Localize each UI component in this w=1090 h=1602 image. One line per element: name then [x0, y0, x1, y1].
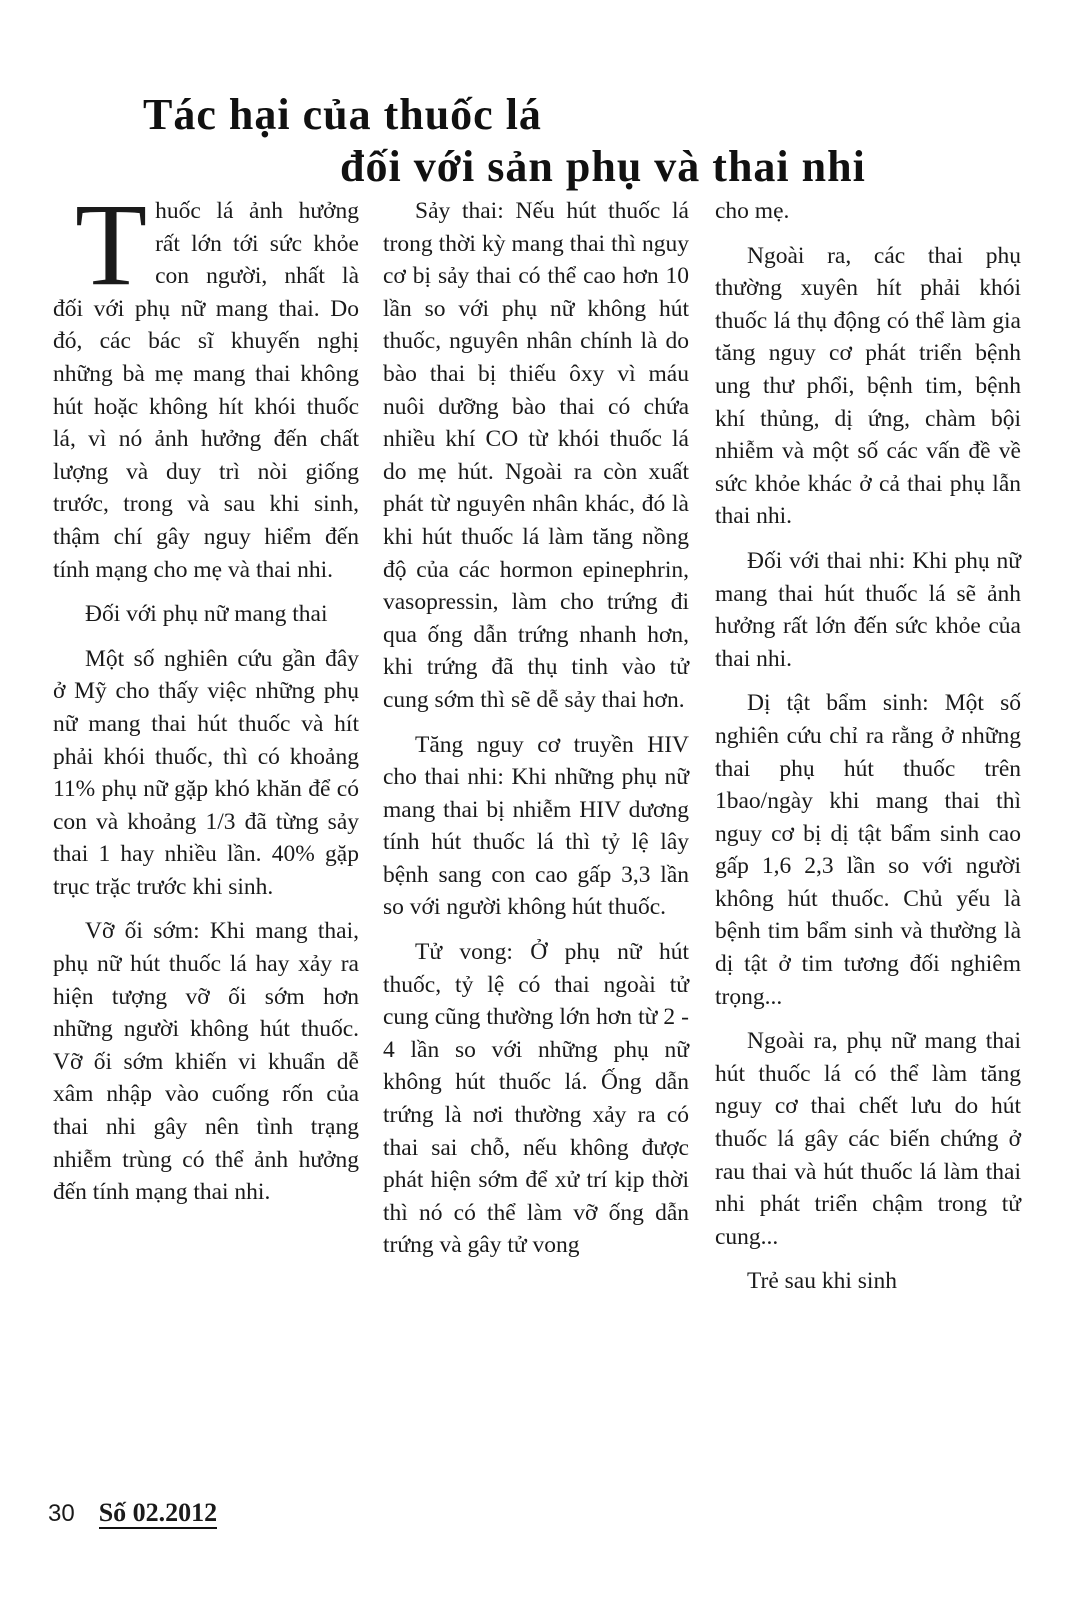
paragraph: Tử vong: Ở phụ nữ hút thuốc, tỷ lệ có thai ngoài tử cung cũng thường lớn hơn từ 2 - 4 lần so với những phụ nữ không hút thuốc lá. Ống dẫn trứng là nơi thường xảy ra có thai sai chỗ, nếu không được phát hiện sớm để xử trí kịp thời thì nó có thể làm vỡ ống dẫn trứng và gây tử vong [383, 939, 689, 1259]
paragraph-intro [53, 179, 359, 586]
article-title-line-1: Tác hại của thuốc lá [143, 90, 542, 140]
paragraph: Dị tật bẩm sinh: Một số nghiên cứu chỉ ra rằng ở những thai phụ hút thuốc trên 1bao/ngày khi mang thai thì nguy cơ bị dị tật bẩm sinh cao gấp 1,6 2,3 lần so với người không hút thuốc. Chủ yếu là bệnh tim bẩm sinh và thường là dị tật ở tim tương đối nghiêm trọng... [715, 690, 1021, 1010]
page-footer [48, 1498, 217, 1528]
column-3 [715, 195, 1021, 1310]
paragraph: Một số nghiên cứu gần đây ở Mỹ cho thấy việc những phụ nữ mang thai hút thuốc và hít phải khói thuốc, thì có khoảng 11% phụ nữ gặp khó khăn để có con và khoảng 1/3 đã từng sảy thai 1 hay nhiều lần. 40% gặp trục trặc trước khi sinh. [53, 645, 359, 900]
column-1 [53, 179, 359, 1221]
paragraph: Vỡ ối sớm: Khi mang thai, phụ nữ hút thuốc lá hay xảy ra hiện tượng vỡ ối sớm hơn những người không hút thuốc. Vỡ ối sớm khiến vi khuẩn dễ xâm nhập vào cuống rốn của thai nhi gây nên tình trạng nhiễm trùng có thể ảnh hưởng đến tính mạng thai nhi. [53, 918, 359, 1206]
paragraph: Ngoài ra, phụ nữ mang thai hút thuốc lá có thể làm tăng nguy cơ thai chết lưu do hút thuốc lá gây các biến chứng ở rau thai và hút thuốc lá làm thai nhi phát triển chậm trong tử cung... [715, 1028, 1021, 1250]
page-number: 30 [48, 1500, 75, 1527]
section-heading: Đối với phụ nữ mang thai [85, 601, 328, 628]
paragraph: Ngoài ra, các thai phụ thường xuyên hít phải khói thuốc lá thụ động có thể làm gia tăng nguy cơ phát triển bệnh ung thư phổi, bệnh tim, bệnh khí thủng, dị ứng, chàm bội nhiễm và một số các vấn đề về sức khỏe khác ở cả thai phụ lẫn thai nhi. [715, 242, 1021, 530]
intro-text: huốc lá ảnh hưởng rất lớn tới sức khỏe con người, nhất là đối với phụ nữ mang thai. Do đó, các bác sĩ khuyến nghị những bà mẹ mang thai không hút hoặc không hít khói thuốc lá, vì nó ảnh hưởng đến chất lượng và duy trì nòi giống trước, trong và sau khi sinh, thậm chí gây nguy hiểm đến tính mạng cho mẹ và thai nhi. [53, 198, 359, 583]
article-title-line-2: đối với sản phụ và thai nhi [340, 142, 866, 192]
paragraph: Đối với thai nhi: Khi phụ nữ mang thai hút thuốc lá sẽ ảnh hưởng rất lớn đến sức khỏe của thai nhi. [715, 547, 1021, 672]
paragraph: Tăng nguy cơ truyền HIV cho thai nhi: Khi những phụ nữ mang thai bị nhiễm HIV dương tính hút thuốc lá thì tỷ lệ lây bệnh sang con cao gấp 3,3 lần so với người không hút thuốc. [383, 731, 689, 921]
drop-cap: T [75, 179, 148, 310]
paragraph-continuation: cho mẹ. [715, 198, 790, 224]
paragraph: Sảy thai: Nếu hút thuốc lá trong thời kỳ mang thai thì nguy cơ bị sảy thai có thể cao hơn 10 lần so với phụ nữ không hút thuốc, nguyên nhân chính là do bào thai bị thiếu ôxy vì máu nuôi dưỡng bào thai có chứa nhiều khí CO từ khói thuốc lá do mẹ hút. Ngoài ra còn xuất phát từ nguyên nhân khác, đó là khi hút thuốc lá làm tăng nồng độ của các hormon epinephrin, vasopressin, làm cho trứng đi qua ống dẫn trứng nhanh hơn, khi trứng đã thụ tinh vào tử cung sớm thì sẽ dễ sảy thai hơn. [383, 198, 689, 713]
section-heading: Trẻ sau khi sinh [747, 1268, 897, 1295]
issue-label: Số 02.2012 [98, 1498, 218, 1527]
column-2 [383, 195, 689, 1274]
